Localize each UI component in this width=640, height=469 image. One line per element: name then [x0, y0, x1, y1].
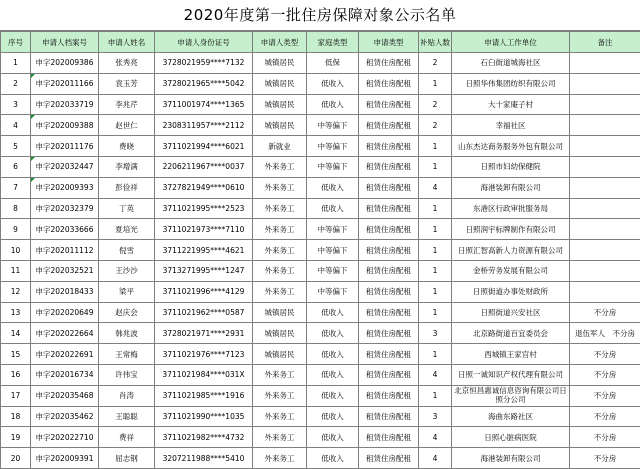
cell-work-unit: 日照华伟集团纺织有限公司: [452, 73, 570, 94]
cell-application-type: 租赁住房配租: [359, 364, 419, 385]
cell-applicant-type: 外来务工: [253, 427, 307, 448]
cell-work-unit: 日照一诚知识产权代理有限公司: [452, 364, 570, 385]
cell-application-type: 租赁住房配租: [359, 156, 419, 177]
table-row: [1, 281, 640, 302]
cell-row-number: 5: [1, 136, 31, 157]
cell-remarks: [570, 260, 640, 281]
cell-applicant-type: 外来务工: [253, 448, 307, 469]
cell-work-unit: 西城镇王家官村: [452, 344, 570, 365]
cell-subsidy-count: 1: [419, 240, 452, 261]
cell-id-number: 3711021984****031X: [155, 364, 253, 385]
cell-family-type: 低收入: [307, 406, 359, 427]
table-row: [1, 53, 640, 74]
cell-work-unit: 大十家庵子村: [452, 94, 570, 115]
cell-remarks: 不分房: [570, 385, 640, 406]
cell-application-type: 租赁住房配租: [359, 448, 419, 469]
cell-remarks: 不分房: [570, 406, 640, 427]
cell-applicant-name: 韩兆波: [99, 323, 155, 344]
column-header-id-number: 申请人身份证号: [155, 32, 253, 53]
cell-application-type: 租赁住房配租: [359, 198, 419, 219]
cell-id-number: 2308311957****2112: [155, 115, 253, 136]
cell-row-number: 11: [1, 260, 31, 281]
table-row: [1, 260, 640, 281]
cell-row-number: 19: [1, 427, 31, 448]
cell-file-number: 申字202009386: [31, 53, 99, 74]
table-row: [1, 240, 640, 261]
cell-remarks: [570, 94, 640, 115]
column-header-applicant-name: 申请人姓名: [99, 32, 155, 53]
cell-work-unit: 日照市妇幼保健院: [452, 156, 570, 177]
cell-applicant-type: 外来务工: [253, 156, 307, 177]
cell-subsidy-count: 2: [419, 53, 452, 74]
cell-remarks: [570, 53, 640, 74]
table-body: [1, 53, 640, 469]
cell-subsidy-count: 1: [419, 385, 452, 406]
column-header-application-type: 申请类型: [359, 32, 419, 53]
table-row: [1, 323, 640, 344]
cell-id-number: 3711021994****6021: [155, 136, 253, 157]
cell-applicant-name: 屈志钢: [99, 448, 155, 469]
table-row: [1, 177, 640, 198]
cell-file-number: 申字202011176: [31, 136, 99, 157]
cell-id-number: 3711021976****7123: [155, 344, 253, 365]
cell-remarks: [570, 115, 640, 136]
cell-family-type: 中等偏下: [307, 115, 359, 136]
cell-application-type: 租赁住房配租: [359, 94, 419, 115]
cell-file-number: 申字202022691: [31, 344, 99, 365]
cell-application-type: 租赁住房配租: [359, 260, 419, 281]
cell-subsidy-count: 1: [419, 136, 452, 157]
cell-file-number: 申字202032379: [31, 198, 99, 219]
cell-file-number: 申字202035462: [31, 406, 99, 427]
table-row: [1, 156, 640, 177]
cell-family-type: 低收入: [307, 198, 359, 219]
cell-file-number: 申字202020649: [31, 302, 99, 323]
cell-applicant-name: 丁英: [99, 198, 155, 219]
cell-application-type: 租赁住房配租: [359, 73, 419, 94]
cell-file-number: 申字202033666: [31, 219, 99, 240]
cell-file-number: 申字202032521: [31, 260, 99, 281]
cell-id-number: 3711021962****0587: [155, 302, 253, 323]
cell-row-number: 18: [1, 406, 31, 427]
cell-row-number: 7: [1, 177, 31, 198]
cell-applicant-type: 城镇居民: [253, 323, 307, 344]
cell-id-number: 3713271995****1247: [155, 260, 253, 281]
cell-subsidy-count: 1: [419, 260, 452, 281]
cell-row-number: 15: [1, 344, 31, 365]
cell-remarks: [570, 156, 640, 177]
cell-work-unit: 日照汇智高新人力资源有限公司: [452, 240, 570, 261]
table-row: [1, 448, 640, 469]
cell-file-number: 申字202033719: [31, 94, 99, 115]
cell-application-type: 租赁住房配租: [359, 115, 419, 136]
cell-remarks: [570, 177, 640, 198]
cell-subsidy-count: 1: [419, 281, 452, 302]
column-header-family-type: 家庭类型: [307, 32, 359, 53]
cell-family-type: 中等偏下: [307, 136, 359, 157]
cell-remarks: [570, 136, 640, 157]
cell-applicant-type: 外来务工: [253, 281, 307, 302]
cell-work-unit: 山东杰达商务服务外包有限公司: [452, 136, 570, 157]
cell-family-type: 低收入: [307, 73, 359, 94]
cell-family-type: 中等偏下: [307, 281, 359, 302]
cell-applicant-name: 费晓: [99, 136, 155, 157]
cell-family-type: 低收入: [307, 448, 359, 469]
cell-family-type: 中等偏下: [307, 260, 359, 281]
table-row: [1, 198, 640, 219]
cell-applicant-name: 梁平: [99, 281, 155, 302]
cell-id-number: 3728021959****7132: [155, 53, 253, 74]
cell-applicant-type: 外来务工: [253, 260, 307, 281]
cell-subsidy-count: 3: [419, 323, 452, 344]
cell-application-type: 租赁住房配租: [359, 53, 419, 74]
cell-id-number: 3207211988****5410: [155, 448, 253, 469]
cell-work-unit: 日照心脏病医院: [452, 427, 570, 448]
table-row: [1, 94, 640, 115]
cell-remarks: [570, 219, 640, 240]
cell-subsidy-count: 2: [419, 115, 452, 136]
cell-applicant-name: 赵世仁: [99, 115, 155, 136]
cell-file-number: 申字202009391: [31, 448, 99, 469]
cell-file-number: 申字202032447: [31, 156, 99, 177]
table-row: [1, 344, 640, 365]
cell-row-number: 9: [1, 219, 31, 240]
cell-application-type: 租赁住房配租: [359, 323, 419, 344]
cell-remarks: 不分房: [570, 427, 640, 448]
cell-applicant-name: 李兆芹: [99, 94, 155, 115]
cell-id-number: 3711021996****4129: [155, 281, 253, 302]
cell-id-number: 3711021973****7110: [155, 219, 253, 240]
cell-applicant-name: 夏培光: [99, 219, 155, 240]
cell-id-number: 3711021995****2523: [155, 198, 253, 219]
table-row: [1, 427, 640, 448]
column-header-remarks: 备注: [570, 32, 640, 53]
cell-work-unit: 日照润宇标牌制作有限公司: [452, 219, 570, 240]
cell-remarks: 不分房: [570, 448, 640, 469]
cell-row-number: 1: [1, 53, 31, 74]
cell-id-number: 3711021982****4732: [155, 427, 253, 448]
cell-row-number: 13: [1, 302, 31, 323]
cell-applicant-name: 李增满: [99, 156, 155, 177]
cell-row-number: 6: [1, 156, 31, 177]
cell-subsidy-count: 2: [419, 94, 452, 115]
cell-family-type: 低保: [307, 53, 359, 74]
cell-work-unit: 东港区行政审批服务局: [452, 198, 570, 219]
cell-application-type: 租赁住房配租: [359, 385, 419, 406]
cell-row-number: 12: [1, 281, 31, 302]
cell-id-number: 3728021971****2931: [155, 323, 253, 344]
cell-file-number: 申字202011112: [31, 240, 99, 261]
cell-subsidy-count: 4: [419, 427, 452, 448]
cell-family-type: 低收入: [307, 177, 359, 198]
cell-applicant-name: 肖涛: [99, 385, 155, 406]
cell-applicant-type: 外来务工: [253, 219, 307, 240]
cell-work-unit: 北京恒昌惠诚信息咨询有限公司日照分公司: [452, 385, 570, 406]
cell-applicant-type: 城镇居民: [253, 53, 307, 74]
cell-file-number: 申字202018433: [31, 281, 99, 302]
cell-applicant-type: 城镇居民: [253, 94, 307, 115]
cell-remarks: 不分房: [570, 302, 640, 323]
cell-applicant-type: 城镇居民: [253, 344, 307, 365]
cell-applicant-type: 外来务工: [253, 385, 307, 406]
cell-application-type: 租赁住房配租: [359, 302, 419, 323]
cell-family-type: 中等偏下: [307, 219, 359, 240]
cell-row-number: 2: [1, 73, 31, 94]
cell-applicant-type: 外来务工: [253, 406, 307, 427]
cell-family-type: 低收入: [307, 364, 359, 385]
cell-file-number: 申字202035468: [31, 385, 99, 406]
cell-work-unit: 日照街道办事处财政所: [452, 281, 570, 302]
table-row: [1, 136, 640, 157]
cell-work-unit: 海港装卸有限公司: [452, 177, 570, 198]
cell-file-number: 申字202022664: [31, 323, 99, 344]
cell-applicant-type: 外来务工: [253, 240, 307, 261]
cell-row-number: 4: [1, 115, 31, 136]
cell-remarks: 不分房: [570, 344, 640, 365]
cell-work-unit: 海港装卸有限公司: [452, 448, 570, 469]
cell-id-number: 3711021985****1916: [155, 385, 253, 406]
cell-file-number: 申字202009393: [31, 177, 99, 198]
table-row: [1, 364, 640, 385]
sheet-title: 2020年度第一批住房保障对象公示名单: [0, 0, 640, 31]
cell-id-number: 3727821949****0610: [155, 177, 253, 198]
cell-remarks: 不分房: [570, 364, 640, 385]
table-row: [1, 73, 640, 94]
cell-id-number: 3711001974****1365: [155, 94, 253, 115]
cell-id-number: 3711021990****1035: [155, 406, 253, 427]
cell-work-unit: 幸福社区: [452, 115, 570, 136]
cell-application-type: 租赁住房配租: [359, 427, 419, 448]
cell-file-number: 申字202009388: [31, 115, 99, 136]
cell-applicant-name: 赵庆会: [99, 302, 155, 323]
cell-work-unit: 海曲东路社区: [452, 406, 570, 427]
public-notice-table: [0, 31, 640, 469]
cell-application-type: 租赁住房配租: [359, 240, 419, 261]
cell-applicant-type: 城镇居民: [253, 73, 307, 94]
cell-id-number: 2206211967****0037: [155, 156, 253, 177]
cell-row-number: 16: [1, 364, 31, 385]
cell-subsidy-count: 1: [419, 73, 452, 94]
cell-applicant-name: 倪雪: [99, 240, 155, 261]
cell-subsidy-count: 4: [419, 448, 452, 469]
cell-subsidy-count: 1: [419, 302, 452, 323]
cell-remarks: [570, 240, 640, 261]
cell-family-type: 中等偏下: [307, 156, 359, 177]
cell-applicant-name: 王聪聪: [99, 406, 155, 427]
cell-subsidy-count: 1: [419, 156, 452, 177]
cell-subsidy-count: 3: [419, 406, 452, 427]
cell-application-type: 租赁住房配租: [359, 281, 419, 302]
cell-work-unit: 北京路街道百宜委员会: [452, 323, 570, 344]
cell-applicant-type: 城镇居民: [253, 115, 307, 136]
column-header-applicant-type: 申请人类型: [253, 32, 307, 53]
cell-applicant-type: 城镇居民: [253, 302, 307, 323]
cell-row-number: 3: [1, 94, 31, 115]
cell-row-number: 14: [1, 323, 31, 344]
cell-family-type: 低收入: [307, 302, 359, 323]
cell-remarks: [570, 198, 640, 219]
cell-application-type: 租赁住房配租: [359, 344, 419, 365]
cell-applicant-type: 新就业: [253, 136, 307, 157]
table-row: [1, 115, 640, 136]
cell-applicant-name: 许伟宝: [99, 364, 155, 385]
table-row: [1, 302, 640, 323]
table-row: [1, 406, 640, 427]
cell-row-number: 8: [1, 198, 31, 219]
cell-row-number: 20: [1, 448, 31, 469]
cell-id-number: 3728021965****5042: [155, 73, 253, 94]
cell-subsidy-count: 1: [419, 219, 452, 240]
cell-family-type: 低收入: [307, 323, 359, 344]
cell-work-unit: 日照街道兴安社区: [452, 302, 570, 323]
table-row: [1, 219, 640, 240]
cell-remarks: [570, 281, 640, 302]
cell-applicant-name: 张秀亮: [99, 53, 155, 74]
cell-file-number: 申字202016734: [31, 364, 99, 385]
cell-application-type: 租赁住房配租: [359, 406, 419, 427]
column-header-row-number: 序号: [1, 32, 31, 53]
cell-file-number: 申字202022710: [31, 427, 99, 448]
cell-application-type: 租赁住房配租: [359, 219, 419, 240]
cell-remarks: 退伍军人 不分房: [570, 323, 640, 344]
cell-applicant-name: 王沙沙: [99, 260, 155, 281]
cell-family-type: 低收入: [307, 385, 359, 406]
cell-row-number: 10: [1, 240, 31, 261]
header-row: [1, 32, 640, 53]
cell-work-unit: 金桥劳务发展有限公司: [452, 260, 570, 281]
cell-row-number: 17: [1, 385, 31, 406]
table-row: [1, 385, 640, 406]
cell-applicant-name: 袁玉芳: [99, 73, 155, 94]
cell-id-number: 3711221995****4621: [155, 240, 253, 261]
cell-subsidy-count: 1: [419, 344, 452, 365]
column-header-file-number: 申请人档案号: [31, 32, 99, 53]
cell-remarks: [570, 73, 640, 94]
column-header-subsidy-count: 补贴人数: [419, 32, 452, 53]
cell-family-type: 中等偏下: [307, 240, 359, 261]
cell-application-type: 租赁住房配租: [359, 177, 419, 198]
column-header-work-unit: 申请人工作单位: [452, 32, 570, 53]
cell-subsidy-count: 4: [419, 364, 452, 385]
cell-work-unit: 石臼街道城海社区: [452, 53, 570, 74]
cell-family-type: 低收入: [307, 427, 359, 448]
cell-applicant-type: 外来务工: [253, 177, 307, 198]
cell-subsidy-count: 4: [419, 177, 452, 198]
cell-family-type: 低收入: [307, 94, 359, 115]
cell-family-type: 低收入: [307, 344, 359, 365]
cell-applicant-type: 外来务工: [253, 198, 307, 219]
cell-applicant-name: 费祥: [99, 427, 155, 448]
cell-applicant-name: 彭俭祥: [99, 177, 155, 198]
cell-application-type: 租赁住房配租: [359, 136, 419, 157]
cell-applicant-name: 王常梅: [99, 344, 155, 365]
cell-file-number: 申字202011166: [31, 73, 99, 94]
cell-applicant-type: 外来务工: [253, 364, 307, 385]
cell-subsidy-count: 1: [419, 198, 452, 219]
